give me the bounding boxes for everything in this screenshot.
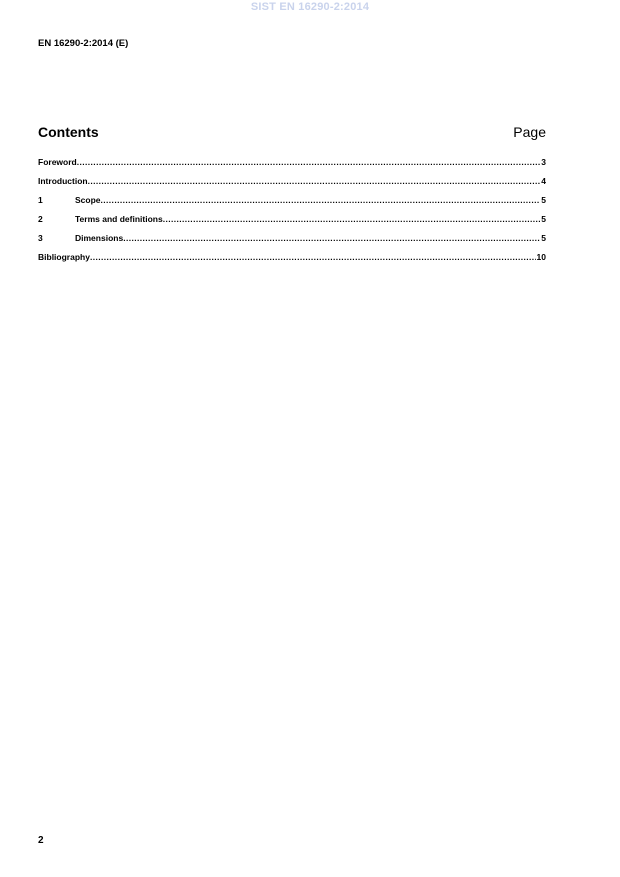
page-number: 2	[38, 835, 44, 846]
toc-entry-bibliography[interactable]	[38, 252, 546, 271]
toc-entry-title: Terms and definitions	[75, 214, 163, 224]
toc-leader-dots	[101, 195, 541, 205]
toc-entry-foreword[interactable]	[38, 157, 546, 176]
toc-entry-title: Scope	[75, 195, 101, 205]
table-of-contents	[38, 157, 546, 271]
toc-entry-page: 5	[541, 233, 546, 243]
toc-entry-page: 4	[541, 176, 546, 186]
toc-entry-page: 5	[541, 214, 546, 224]
toc-entry-dimensions[interactable]	[38, 233, 546, 252]
toc-entry-title: Introduction	[38, 176, 88, 186]
toc-entry-introduction[interactable]	[38, 176, 546, 195]
toc-entry-scope[interactable]	[38, 195, 546, 214]
toc-entry-title: Dimensions	[75, 233, 124, 243]
toc-leader-dots	[163, 214, 541, 224]
toc-entry-page: 5	[541, 195, 546, 205]
toc-leader-dots	[88, 176, 541, 186]
toc-leader-dots	[77, 157, 541, 167]
toc-entry-page: 3	[541, 157, 546, 167]
toc-entry-title: Bibliography	[38, 252, 90, 262]
toc-leader-dots	[90, 252, 536, 262]
toc-entry-number: 3	[38, 233, 43, 243]
toc-entry-page: 10	[536, 252, 546, 262]
watermark: SIST EN 16290-2:2014	[250, 1, 370, 13]
toc-entry-number: 1	[38, 195, 43, 205]
toc-entry-title: Foreword	[38, 157, 77, 167]
page-column-heading: Page	[513, 124, 546, 140]
contents-title: Contents	[38, 124, 99, 140]
toc-entry-terms-and-definitions[interactable]	[38, 214, 546, 233]
toc-entry-number: 2	[38, 214, 43, 224]
document-header: EN 16290-2:2014 (E)	[38, 38, 129, 49]
toc-leader-dots	[123, 233, 540, 243]
